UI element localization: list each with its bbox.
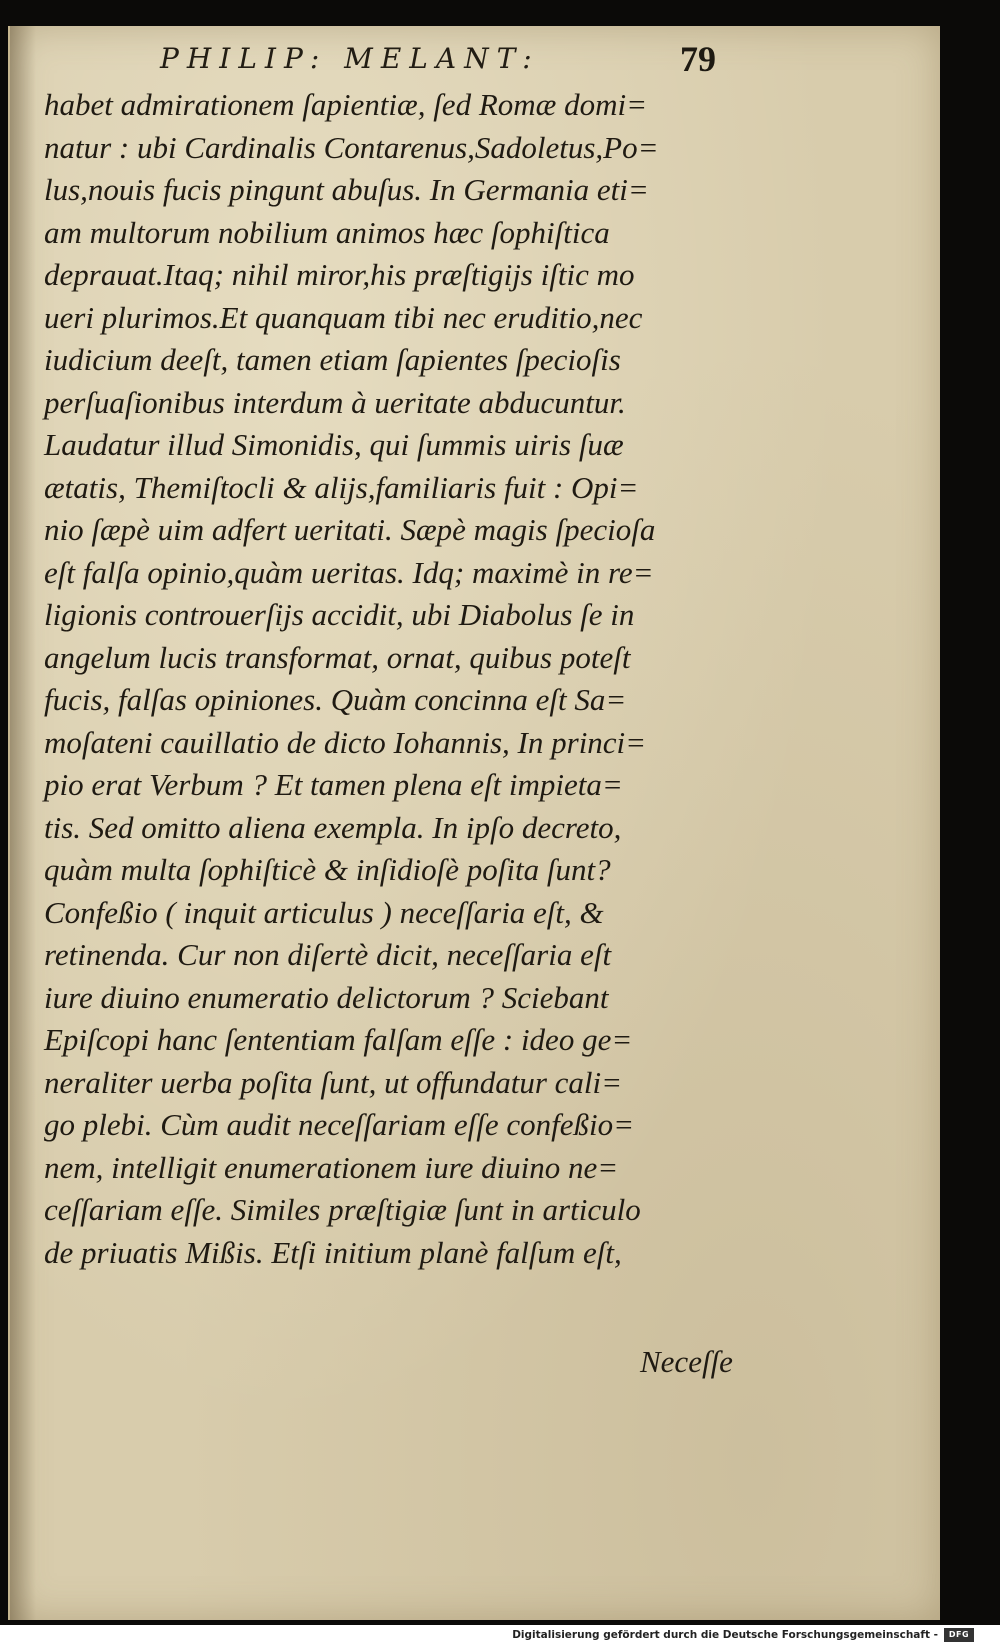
text-line: am multorum nobilium animos hæc ſophiſtica — [44, 214, 610, 250]
funding-credit: Digitalisierung gefördert durch die Deutsche Forschungsgemeinschaft - — [512, 1629, 938, 1641]
text-line: tis. Sed omitto aliena exempla. In ipſo decreto, — [44, 809, 622, 845]
text-line: de priuatis Mißis. Etſi initium planè falſum eſt, — [44, 1234, 622, 1270]
text-line: lus,nouis fucis pingunt abuſus. In Germania eti= — [44, 172, 649, 207]
text-line: nio ſæpè uim adfert ueritati. Sæpè magis ſpecioſa — [44, 512, 656, 547]
running-head: PHILIP: MELANT: — [160, 42, 540, 75]
text-line: eſt falſa opinio,quàm ueritas. Idq; maximè in re= — [44, 554, 654, 590]
gutter-shadow — [10, 26, 36, 1620]
text-line: retinenda. Cur non diſertè dicit, neceſſaria eſt — [44, 937, 612, 972]
text-line: ueri plurimos.Et quanquam tibi nec eruditio,nec — [44, 299, 643, 335]
text-line: angelum lucis transformat, ornat, quibus poteſt — [44, 639, 631, 675]
text-line: moſateni cauillatio de dicto Iohannis, In princi= — [44, 724, 647, 760]
dfg-logo: DFG — [944, 1628, 974, 1642]
page-number: 79 — [680, 39, 716, 79]
text-line: Laudatur illud Simonidis, qui ſummis uiris ſuæ — [44, 427, 624, 462]
text-line: go plebi. Cùm audit neceſſariam eſſe confeßio= — [44, 1107, 634, 1142]
body-text — [44, 84, 774, 1274]
text-line: Epiſcopi hanc ſententiam falſam eſſe : ideo ge= — [44, 1022, 633, 1057]
text-line: Confeßio ( inquit articulus ) neceſſaria eſt, & — [44, 894, 604, 930]
text-line: fucis, falſas opiniones. Quàm concinna eſt Sa= — [44, 682, 627, 717]
text-line: neraliter uerba poſita ſunt, ut offundatur cali= — [44, 1064, 623, 1100]
text-line: pio erat Verbum ? Et tamen plena eſt impieta= — [44, 767, 623, 802]
text-line: iure diuino enumeratio delictorum ? Sciebant — [44, 979, 609, 1015]
text-line: ætatis, Themiſtocli & alijs,familiaris fuit : Opi= — [44, 469, 639, 505]
text-line: iudicium deeſt, tamen etiam ſapientes ſpecioſis — [44, 342, 621, 377]
text-line: habet admirationem ſapientiæ, ſed Romæ domi= — [44, 87, 647, 122]
text-line: quàm multa ſophiſticè & inſidioſè poſita ſunt? — [44, 852, 611, 887]
text-line: nem, intelligit enumerationem iure diuino ne= — [44, 1149, 619, 1185]
text-line: deprauat.Itaq; nihil miror,his præſtigijs iſtic mo — [44, 257, 635, 292]
text-line: perſuaſionibus interdum à ueritate abducuntur. — [44, 384, 626, 420]
text-line: natur : ubi Cardinalis Contarenus,Sadoletus,Po= — [44, 129, 659, 165]
text-line: ceſſariam eſſe. Similes præſtigiæ ſunt in articulo — [44, 1192, 641, 1227]
text-line: ligionis controuerſijs accidit, ubi Diabolus ſe in — [44, 597, 635, 632]
catchword: Neceſſe — [640, 1344, 733, 1379]
